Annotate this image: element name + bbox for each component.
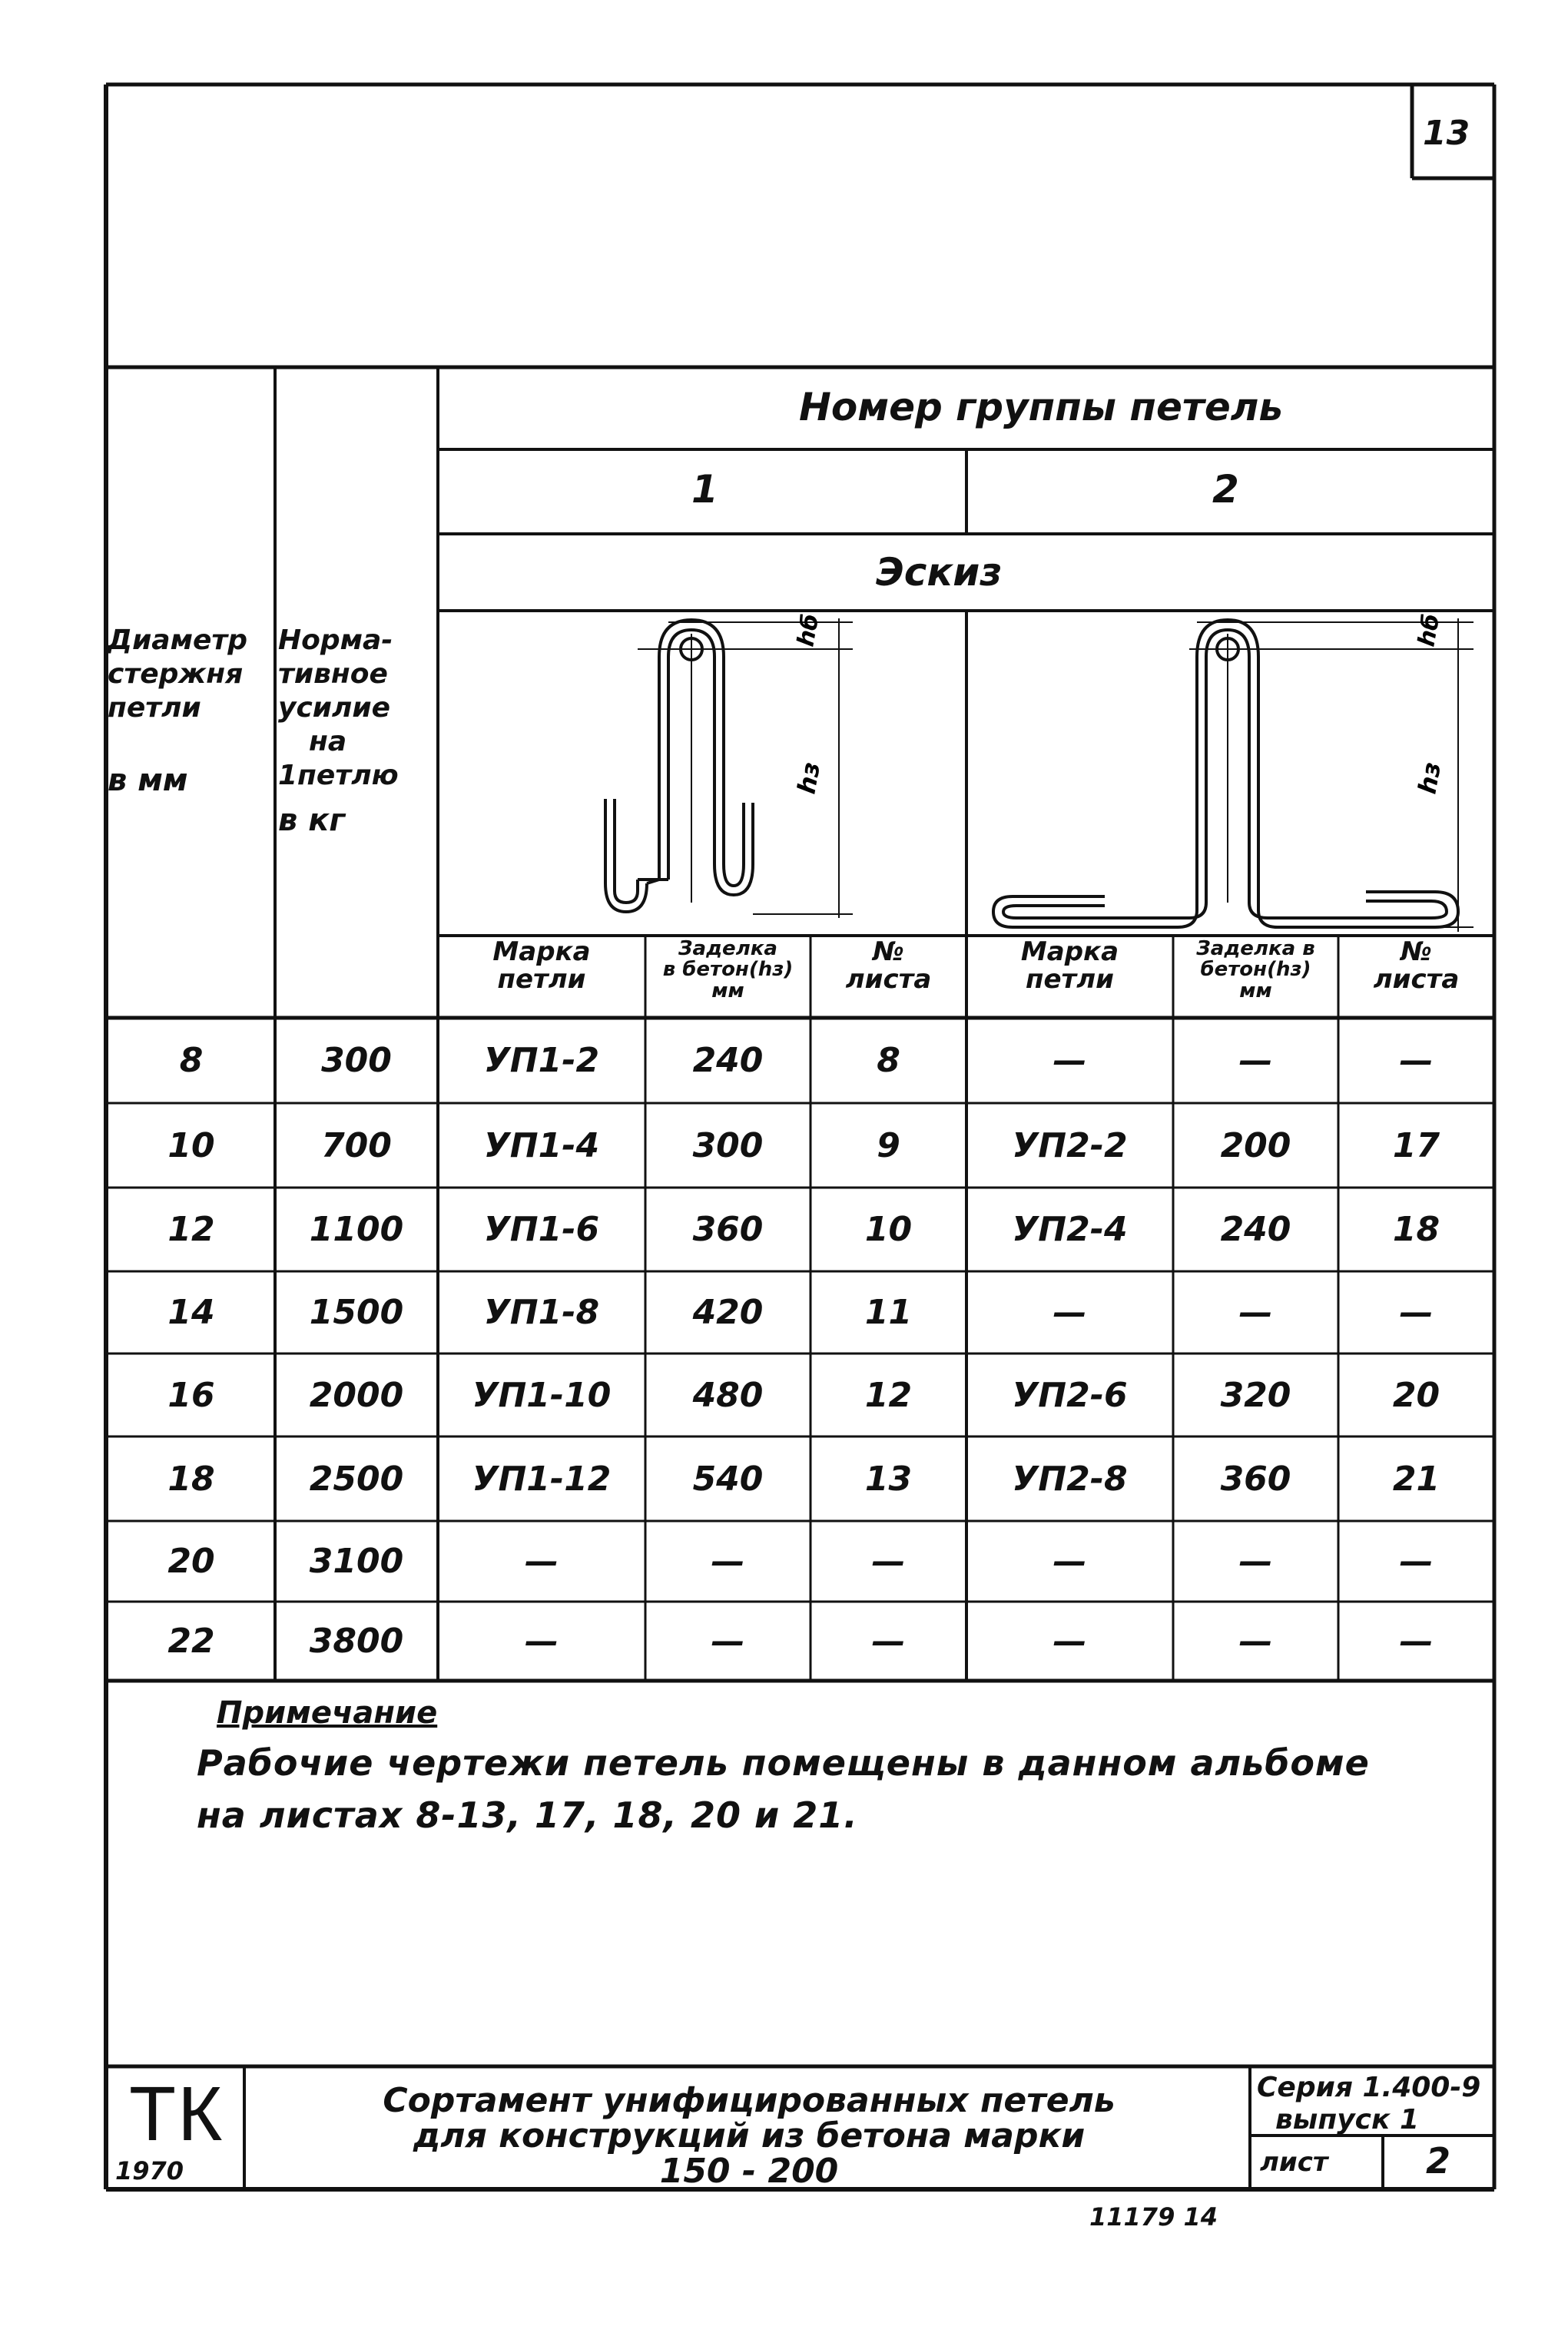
table-cell-s1: 11: [864, 1293, 913, 1332]
table-cell-d: 12: [167, 1210, 215, 1249]
drawing-title: Сортамент унифицированных петель для конструкций из бетона марки 150 - 200: [383, 2081, 1116, 2191]
table-cell-s1: 12: [864, 1375, 913, 1415]
table-cell-e1: —: [711, 1542, 745, 1581]
table-cell-e1: 420: [692, 1293, 764, 1332]
series-label: Серия 1.400-9: [1257, 2072, 1481, 2103]
table-cell-e2: —: [1238, 1542, 1273, 1581]
sketch-heading: Эскиз: [876, 550, 1003, 595]
table-cell-d: 14: [167, 1293, 215, 1332]
table-cell-d: 20: [167, 1542, 215, 1581]
group-2-label: 2: [1212, 467, 1239, 512]
table-cell-e1: 360: [692, 1210, 764, 1249]
table-cell-e2: 240: [1220, 1210, 1291, 1249]
table-cell-s2: 17: [1392, 1125, 1440, 1165]
subhead-embed-2: Заделка в бетон(hз) мм: [1196, 937, 1315, 1002]
table-cell-m1: УП1-4: [483, 1125, 600, 1165]
table-cell-m1: —: [525, 1542, 559, 1581]
table-cell-e2: 200: [1220, 1125, 1291, 1165]
table-cell-m1: УП1-6: [483, 1210, 600, 1249]
subhead-sheet-1: № листа: [845, 936, 932, 995]
logo-tk: ТК: [129, 2071, 224, 2157]
table-cell-s1: 13: [864, 1459, 913, 1499]
table-cell-s2: —: [1399, 1293, 1434, 1332]
table-cell-force: 2000: [309, 1375, 404, 1415]
table-cell-m2: —: [1053, 1293, 1087, 1332]
table-cell-d: 10: [167, 1125, 215, 1165]
table-cell-m1: —: [525, 1622, 559, 1661]
table-cell-d: 8: [179, 1041, 204, 1080]
table-cell-s2: —: [1399, 1041, 1434, 1080]
table-cell-e1: 480: [692, 1375, 764, 1415]
table-cell-e2: 320: [1220, 1375, 1291, 1415]
table-cell-force: 3100: [309, 1542, 404, 1581]
issue-label: выпуск 1: [1275, 2104, 1420, 2136]
table-cell-s2: 18: [1392, 1210, 1440, 1249]
footer-code: 11179 14: [1089, 2202, 1218, 2232]
group-heading: Номер группы петель: [799, 385, 1283, 429]
table-cell-m2: УП2-2: [1012, 1125, 1128, 1165]
subhead-mark-1: Марка петли: [492, 936, 591, 995]
year: 1970: [115, 2156, 184, 2185]
table-cell-m1: УП1-10: [472, 1375, 612, 1415]
dim-hb-label: hб: [792, 611, 825, 649]
table-cell-m2: УП2-8: [1012, 1459, 1128, 1499]
table-cell-d: 22: [167, 1622, 215, 1661]
table-cell-e1: 240: [692, 1041, 764, 1080]
table-cell-s2: —: [1399, 1542, 1434, 1581]
table-cell-s1: 8: [877, 1041, 900, 1080]
table-cell-m1: УП1-12: [472, 1459, 612, 1499]
subhead-embed-1: Заделка в бетон(hз) мм: [662, 937, 794, 1002]
table-cell-force: 1500: [309, 1293, 404, 1332]
note-line-2: на листах 8-13, 17, 18, 20 и 21.: [197, 1794, 858, 1836]
table-cell-m2: УП2-6: [1012, 1375, 1128, 1415]
table-cell-e1: —: [711, 1622, 745, 1661]
svg-text:hб: hб: [1413, 611, 1446, 649]
table-cell-force: 3800: [309, 1622, 404, 1661]
table-cell-e2: 360: [1220, 1459, 1291, 1499]
table-cell-e2: —: [1238, 1293, 1273, 1332]
table-cell-force: 1100: [309, 1210, 404, 1249]
note-title: Примечание: [217, 1695, 438, 1731]
dim-h3-label: hз: [791, 760, 827, 797]
table-cell-e2: —: [1238, 1622, 1273, 1661]
table-cell-m1: УП1-8: [483, 1293, 600, 1332]
table-cell-s1: 9: [877, 1125, 900, 1165]
sheet-label: лист: [1260, 2147, 1328, 2178]
table-cell-m1: УП1-2: [483, 1041, 600, 1080]
col-diameter-heading: Диаметр стержня петли в мм: [108, 625, 248, 798]
table-cell-force: 700: [321, 1125, 392, 1165]
col-force-heading: Норма- тивное усилие на 1петлю в кг: [278, 625, 399, 838]
table-cell-s1: —: [871, 1542, 906, 1581]
table-cell-s2: —: [1399, 1622, 1434, 1661]
table-cell-force: 300: [321, 1041, 392, 1080]
table-cell-e1: 540: [692, 1459, 764, 1499]
table-cell-m2: —: [1053, 1622, 1087, 1661]
table-cell-s2: 20: [1392, 1375, 1440, 1415]
loop-sketch-group-1: [438, 611, 966, 936]
table-cell-s1: —: [871, 1622, 906, 1661]
page-number: 13: [1423, 114, 1470, 153]
table-cell-e1: 300: [692, 1125, 764, 1165]
subhead-sheet-2: № листа: [1373, 936, 1460, 995]
table-cell-s2: 21: [1392, 1459, 1440, 1499]
table-cell-d: 16: [167, 1375, 215, 1415]
loop-sketch-group-2: [966, 611, 1494, 936]
table-cell-m2: —: [1053, 1542, 1087, 1581]
subhead-mark-2: Марка петли: [1020, 936, 1119, 995]
table-cell-s1: 10: [864, 1210, 913, 1249]
table-cell-m2: УП2-4: [1012, 1210, 1128, 1249]
table-cell-m2: —: [1053, 1041, 1087, 1080]
table-cell-force: 2500: [309, 1459, 404, 1499]
sheet-number: 2: [1426, 2140, 1451, 2182]
table-cell-e2: —: [1238, 1041, 1273, 1080]
table-cell-d: 18: [167, 1459, 215, 1499]
note-line-1: Рабочие чертежи петель помещены в данном альбоме: [197, 1742, 1370, 1784]
svg-text:hз: hз: [1412, 760, 1447, 797]
group-1-label: 1: [691, 467, 718, 512]
